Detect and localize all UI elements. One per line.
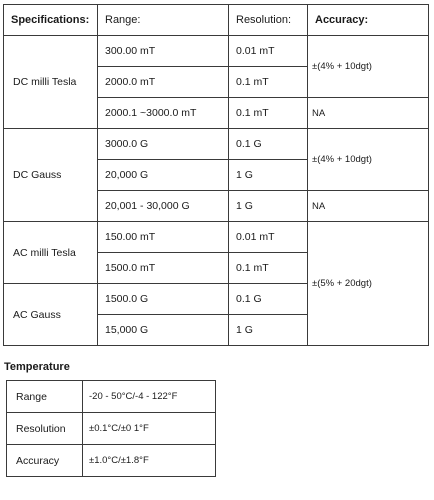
accuracy-cell: ±(4% + 10dgt) — [308, 36, 429, 98]
table-row — [4, 36, 429, 67]
accuracy-cell: NA — [308, 98, 429, 129]
resolution-cell: 0.1 mT — [229, 253, 308, 284]
range-cell: 2000.0 mT — [98, 67, 229, 98]
table-row — [7, 445, 216, 477]
resolution-cell: 1 G — [229, 160, 308, 191]
range-cell: 150.00 mT — [98, 222, 229, 253]
resolution-cell: 1 G — [229, 315, 308, 346]
range-cell: 20,000 G — [98, 160, 229, 191]
spec-ac-gauss: AC Gauss — [4, 284, 98, 346]
resolution-cell: 0.01 mT — [229, 36, 308, 67]
temperature-label: Range — [7, 381, 83, 413]
header-resolution: Resolution: — [229, 5, 308, 36]
header-specifications: Specifications: — [4, 5, 98, 36]
temperature-value: ±1.0°C/±1.8°F — [83, 445, 216, 477]
table-row — [7, 381, 216, 413]
spec-ac-millitesla: AC milli Tesla — [4, 222, 98, 284]
header-range: Range: — [98, 5, 229, 36]
accuracy-cell: ±(5% + 20dgt) — [308, 222, 429, 346]
temperature-value: ±0.1°C/±0 1°F — [83, 413, 216, 445]
temperature-label: Resolution — [7, 413, 83, 445]
table-row — [4, 129, 429, 160]
accuracy-cell: NA — [308, 191, 429, 222]
resolution-cell: 0.1 G — [229, 284, 308, 315]
range-cell: 300.00 mT — [98, 36, 229, 67]
resolution-cell: 1 G — [229, 191, 308, 222]
range-cell: 1500.0 mT — [98, 253, 229, 284]
range-cell: 2000.1 ~3000.0 mT — [98, 98, 229, 129]
range-cell: 20,001 - 30,000 G — [98, 191, 229, 222]
temperature-label: Accuracy — [7, 445, 83, 477]
temperature-title: Temperature — [4, 361, 70, 373]
table-header-row — [4, 5, 429, 36]
accuracy-cell: ±(4% + 10dgt) — [308, 129, 429, 191]
header-accuracy: Accuracy: — [308, 5, 429, 36]
temperature-table — [6, 380, 216, 477]
range-cell: 15,000 G — [98, 315, 229, 346]
range-cell: 3000.0 G — [98, 129, 229, 160]
resolution-cell: 0.01 mT — [229, 222, 308, 253]
resolution-cell: 0.1 mT — [229, 98, 308, 129]
spec-dc-millitesla: DC milli Tesla — [4, 36, 98, 129]
table-row — [7, 413, 216, 445]
resolution-cell: 0.1 G — [229, 129, 308, 160]
temperature-value: -20 - 50°C/-4 - 122°F — [83, 381, 216, 413]
table-row — [4, 222, 429, 253]
specifications-table — [3, 4, 429, 346]
range-cell: 1500.0 G — [98, 284, 229, 315]
resolution-cell: 0.1 mT — [229, 67, 308, 98]
spec-dc-gauss: DC Gauss — [4, 129, 98, 222]
